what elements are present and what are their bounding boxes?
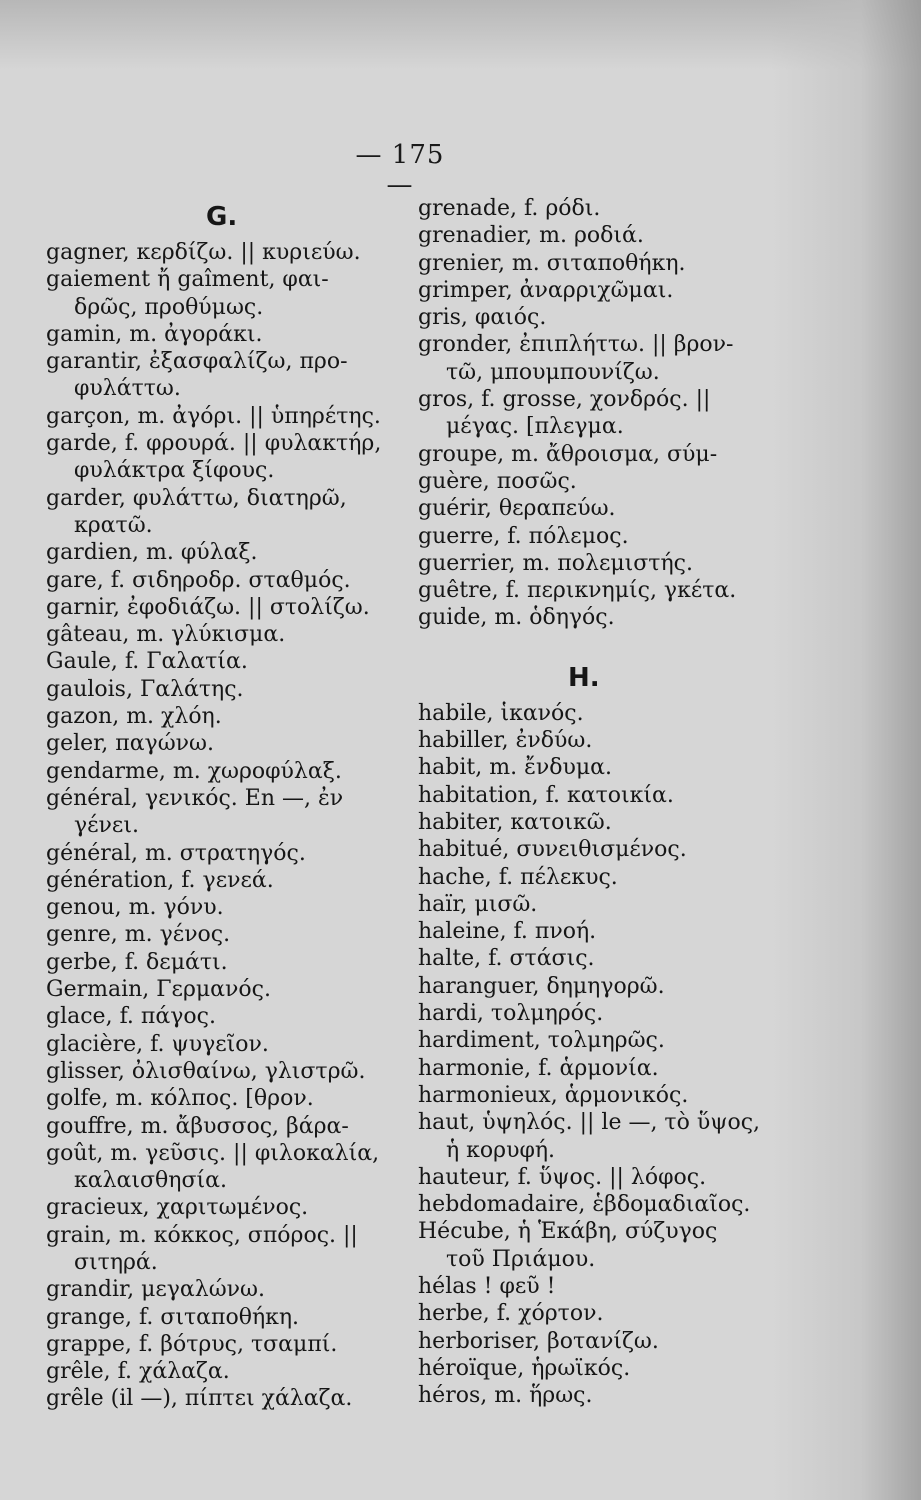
dictionary-line: gardien, m. φύλαξ. <box>46 540 258 566</box>
dictionary-line: guêtre, f. περικνημίς, γκέτα. <box>418 578 737 604</box>
dictionary-line: hardi, τολμηρός. <box>418 1001 604 1027</box>
dictionary-line: gris, φαιός. <box>418 305 547 331</box>
dictionary-line: habitué, συνειθισμένος. <box>418 837 687 863</box>
dictionary-line: haranguer, δημηγορῶ. <box>418 973 665 999</box>
dictionary-line: κρατῶ. <box>74 512 153 538</box>
dictionary-line: habiter, κατοικῶ. <box>418 809 612 835</box>
dictionary-line: halte, f. στάσις. <box>418 946 595 972</box>
dictionary-line: guérir, θεραπεύω. <box>418 496 616 522</box>
dictionary-line: habit, m. ἔνδυμα. <box>418 755 613 781</box>
dictionary-line: haïr, μισῶ. <box>418 891 538 917</box>
dictionary-line: haut, ὑψηλός. || le —, τὸ ὕψος, <box>418 1110 761 1136</box>
dictionary-line: grimper, ἀναρριχῶμαι. <box>418 277 674 303</box>
dictionary-line: genre, m. γένος. <box>46 922 231 948</box>
dictionary-line: Gaule, f. Γαλατία. <box>46 649 248 675</box>
dictionary-line: guerre, f. πόλεμος. <box>418 523 629 549</box>
dictionary-line: golfe, m. κόλπος. [θρον. <box>46 1086 314 1112</box>
dictionary-line: génération, f. γενεά. <box>46 867 274 893</box>
dictionary-line: hache, f. πέλεκυς. <box>418 864 618 890</box>
dictionary-line: général, γενικός. En —, ἐν <box>46 785 344 811</box>
dictionary-line: goût, m. γεῦσις. || φιλοκαλία, <box>46 1140 380 1166</box>
dictionary-line: genou, m. γόνυ. <box>46 895 224 921</box>
dictionary-line: hauteur, f. ὕψος. || λόφος. <box>418 1164 707 1190</box>
dictionary-line: gagner, κερδίζω. || κυριεύω. <box>46 240 361 265</box>
dictionary-line: Hécube, ἡ Ἑκάβη, σύζυγος <box>418 1219 718 1245</box>
dictionary-line: μέγας. [πλεγμα. <box>446 414 624 440</box>
dictionary-line: grange, f. σιταποθήκη. <box>46 1304 300 1330</box>
dictionary-line: garnir, ἐφοδιάζω. || στολίζω. <box>46 594 370 620</box>
dictionary-line: haleine, f. πνοή. <box>418 919 597 945</box>
dictionary-line: gaulois, Γαλάτης. <box>46 676 244 702</box>
dictionary-line: guère, ποσῶς. <box>418 468 577 494</box>
dictionary-line: garder, φυλάττω, διατηρῶ, <box>46 485 347 511</box>
dictionary-line: héroïque, ἡρωϊκός. <box>418 1355 631 1381</box>
dictionary-line: gazon, m. χλόη. <box>46 704 222 730</box>
dictionary-line: gracieux, χαριτωμένος. <box>46 1195 309 1221</box>
section-heading-h: H. <box>568 662 600 693</box>
dictionary-line: grêle (il —), πίπτει χάλαζα. <box>46 1386 353 1412</box>
dictionary-line: garantir, ἐξασφαλίζω, προ- <box>46 349 348 375</box>
dictionary-line: γένει. <box>74 813 139 839</box>
dictionary-line: glisser, ὀλισθαίνω, γλιστρῶ. <box>46 1058 366 1084</box>
dictionary-line: gerbe, f. δεμάτι. <box>46 949 228 975</box>
dictionary-line: gros, f. grosse, χονδρός. || <box>418 387 711 413</box>
entries-g-left <box>46 239 382 1413</box>
dictionary-line: gamin, m. ἀγοράκι. <box>46 321 263 347</box>
dictionary-line: gronder, ἐπιπλήττω. || βρον- <box>418 332 734 358</box>
dictionary-line: σιτηρά. <box>74 1249 158 1275</box>
dictionary-line: Germain, Γερμανός. <box>46 977 271 1003</box>
page-number: — 175 — <box>355 140 445 200</box>
dictionary-line: τῶ, μπουμπουνίζω. <box>446 359 660 385</box>
dictionary-line: habiller, ἐνδύω. <box>418 728 593 754</box>
dictionary-line: τοῦ Πριάμου. <box>446 1246 596 1272</box>
dictionary-line: δρῶς, προθύμως. <box>74 294 264 320</box>
dictionary-line: grenade, f. ρόδι. <box>418 196 601 221</box>
dictionary-line: héros, m. ἥρως. <box>418 1383 593 1409</box>
dictionary-line: garçon, m. ἀγόρι. || ὑπηρέτης. <box>46 403 381 429</box>
dictionary-line: herbe, f. χόρτον. <box>418 1301 604 1327</box>
dictionary-line: habitation, f. κατοικία. <box>418 782 674 808</box>
page-edge-shadow-right <box>771 0 921 1500</box>
dictionary-line: hebdomadaire, ἑβδομαδιαῖος. <box>418 1192 751 1218</box>
dictionary-line: φυλάττω. <box>74 376 181 402</box>
dictionary-line: hardiment, τολμηρῶς. <box>418 1028 665 1054</box>
dictionary-line: grain, m. κόκκος, σπόρος. || <box>46 1222 358 1248</box>
dictionary-line: gaiement ἤ gaîment, φαι- <box>46 267 329 293</box>
dictionary-line: général, m. στρατηγός. <box>46 840 306 866</box>
dictionary-line: gare, f. σιδηροδρ. σταθμός. <box>46 567 351 593</box>
entries-h <box>418 700 761 1410</box>
dictionary-line: grenadier, m. ροδιά. <box>418 223 644 249</box>
dictionary-line: καλαισθησία. <box>74 1168 227 1194</box>
dictionary-line: grenier, m. σιταποθήκη. <box>418 250 686 276</box>
dictionary-line: garde, f. φρουρά. || φυλακτήρ, <box>46 431 382 457</box>
dictionary-line: harmonieux, ἁρμονικός. <box>418 1082 689 1108</box>
dictionary-line: gouffre, m. ἄβυσσος, βάρα- <box>46 1113 349 1139</box>
dictionary-line: φυλάκτρα ξίφους. <box>74 458 275 484</box>
dictionary-line: gendarme, m. χωροφύλαξ. <box>46 758 342 784</box>
left-column <box>46 195 382 1413</box>
dictionary-line: ἡ κορυφή. <box>446 1137 556 1163</box>
dictionary-line: harmonie, f. ἁρμονία. <box>418 1055 659 1081</box>
dictionary-line: guide, m. ὁδηγός. <box>418 605 615 631</box>
dictionary-line: grandir, μεγαλώνω. <box>46 1277 265 1303</box>
dictionary-line: glacière, f. ψυγεῖον. <box>46 1031 269 1057</box>
dictionary-line: groupe, m. ἄθροισμα, σύμ- <box>418 441 718 467</box>
dictionary-line: glace, f. πάγος. <box>46 1004 216 1030</box>
dictionary-line: habile, ἱκανός. <box>418 700 584 726</box>
right-column <box>418 195 761 1409</box>
dictionary-line: grêle, f. χάλαζα. <box>46 1359 230 1385</box>
section-heading-g: G. <box>206 202 238 232</box>
dictionary-line: geler, παγώνω. <box>46 731 214 757</box>
dictionary-line: guerrier, m. πολεμιστής. <box>418 550 693 576</box>
dictionary-line: hélas ! φεῦ ! <box>418 1273 556 1299</box>
dictionary-line: herboriser, βοτανίζω. <box>418 1328 659 1354</box>
entries-g-right <box>418 195 748 632</box>
dictionary-line: gâteau, m. γλύκισμα. <box>46 622 286 648</box>
dictionary-line: grappe, f. βότρυς, τσαμπί. <box>46 1331 338 1357</box>
